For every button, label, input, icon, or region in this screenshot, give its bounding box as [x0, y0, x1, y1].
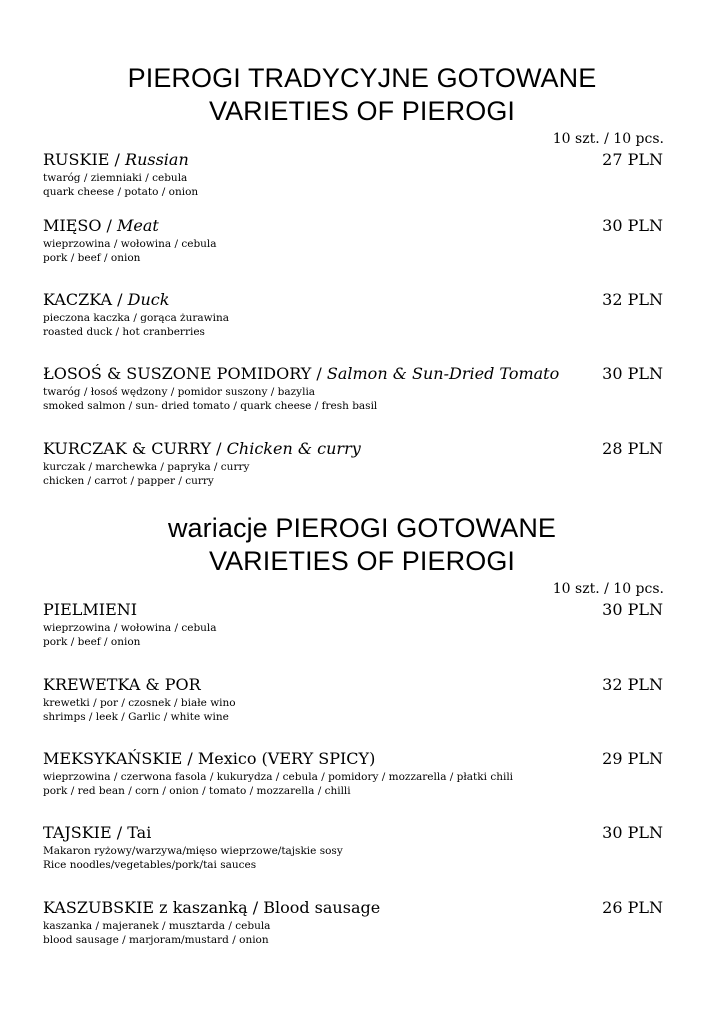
item-name: ŁOSOŚ & SUSZONE POMIDORY / [43, 364, 327, 383]
item-name-en: Meat [117, 216, 159, 235]
item-price: 30 PLN [602, 600, 663, 619]
item-desc-en: chicken / carrot / papper / curry [43, 475, 214, 487]
menu-item [43, 897, 663, 947]
item-desc-pl: twaróg / ziemniaki / cebula [43, 172, 188, 184]
item-desc-pl: wieprzowina / wołowina / cebula [43, 238, 217, 250]
item-desc-en: pork / red bean / corn / onion / tomato / mozzarella / chilli [43, 785, 351, 797]
item-desc-en: Rice noodles/vegetables/pork/tai sauces [43, 859, 257, 871]
item-name: RUSKIE / [43, 150, 126, 169]
menu-item [43, 215, 663, 265]
menu-item [43, 289, 663, 339]
item-name: KACZKA / [43, 290, 128, 309]
item-name-en: Russian [125, 150, 189, 169]
menu-item [43, 822, 663, 872]
item-desc-en: roasted duck / hot cranberries [43, 326, 205, 338]
item-price: 30 PLN [602, 823, 663, 842]
menu-item [43, 674, 663, 724]
section-title-line2: VARIETIES OF PIEROGI [208, 96, 516, 126]
item-desc-pl: kurczak / marchewka / papryka / curry [43, 461, 250, 473]
item-name: PIELMIENI [43, 600, 138, 619]
item-price: 30 PLN [602, 216, 663, 235]
menu-item [43, 149, 663, 199]
item-name: KASZUBSKIE z kaszanką / Blood sausage [43, 898, 381, 917]
item-name: MIĘSO / [43, 216, 118, 235]
item-desc-en: pork / beef / onion [43, 636, 141, 648]
item-name: MEKSYKAŃSKIE / Mexico (VERY SPICY) [43, 749, 376, 768]
quantity-label: 10 szt. / 10 pcs. [552, 581, 664, 597]
item-desc-en: pork / beef / onion [43, 252, 141, 264]
item-desc-pl: krewetki / por / czosnek / białe wino [43, 697, 236, 709]
item-desc-pl: kaszanka / majeranek / musztarda / cebula [43, 920, 271, 932]
item-desc-en: smoked salmon / sun- dried tomato / quark cheese / fresh basil [43, 400, 378, 412]
item-desc-pl: Makaron ryżowy/warzywa/mięso wieprzowe/tajskie sosy [43, 845, 343, 857]
section-title-line2: VARIETIES OF PIEROGI [208, 546, 516, 576]
item-desc-pl: wieprzowina / czerwona fasola / kukurydza / cebula / pomidory / mozzarella / płatki chili [43, 771, 514, 783]
item-price: 32 PLN [602, 675, 663, 694]
item-name: KURCZAK & CURRY / [43, 439, 227, 458]
item-desc-en: quark cheese / potato / onion [43, 186, 199, 198]
item-price: 28 PLN [602, 439, 663, 458]
section-title-line1: wariacje PIEROGI GOTOWANE [167, 513, 557, 543]
item-desc-pl: pieczona kaczka / gorąca żurawina [43, 312, 230, 324]
item-name-en: Salmon & Sun-Dried Tomato [326, 364, 560, 383]
menu-item [43, 599, 663, 649]
item-name: KREWETKA & POR [43, 675, 201, 694]
item-price: 27 PLN [602, 150, 663, 169]
item-desc-en: blood sausage / marjoram/mustard / onion [43, 934, 269, 946]
section-title-line1: PIEROGI TRADYCYJNE GOTOWANE [127, 63, 597, 93]
item-price: 26 PLN [602, 898, 663, 917]
item-price: 32 PLN [602, 290, 663, 309]
menu-item [43, 748, 663, 798]
item-desc-en: shrimps / leek / Garlic / white wine [43, 711, 229, 723]
menu-item [43, 363, 663, 413]
item-desc-pl: wieprzowina / wołowina / cebula [43, 622, 217, 634]
section-traditional [0, 62, 724, 128]
item-name-en: Duck [127, 290, 170, 309]
item-price: 29 PLN [602, 749, 663, 768]
menu-item [43, 438, 663, 488]
item-price: 30 PLN [602, 364, 663, 383]
quantity-label: 10 szt. / 10 pcs. [552, 131, 664, 147]
section-variations [0, 512, 724, 578]
item-name-en: Chicken & curry [226, 439, 361, 458]
item-name: TAJSKIE / Tai [43, 823, 152, 842]
item-desc-pl: twaróg / łosoś wędzony / pomidor suszony / bazylia [43, 386, 316, 398]
